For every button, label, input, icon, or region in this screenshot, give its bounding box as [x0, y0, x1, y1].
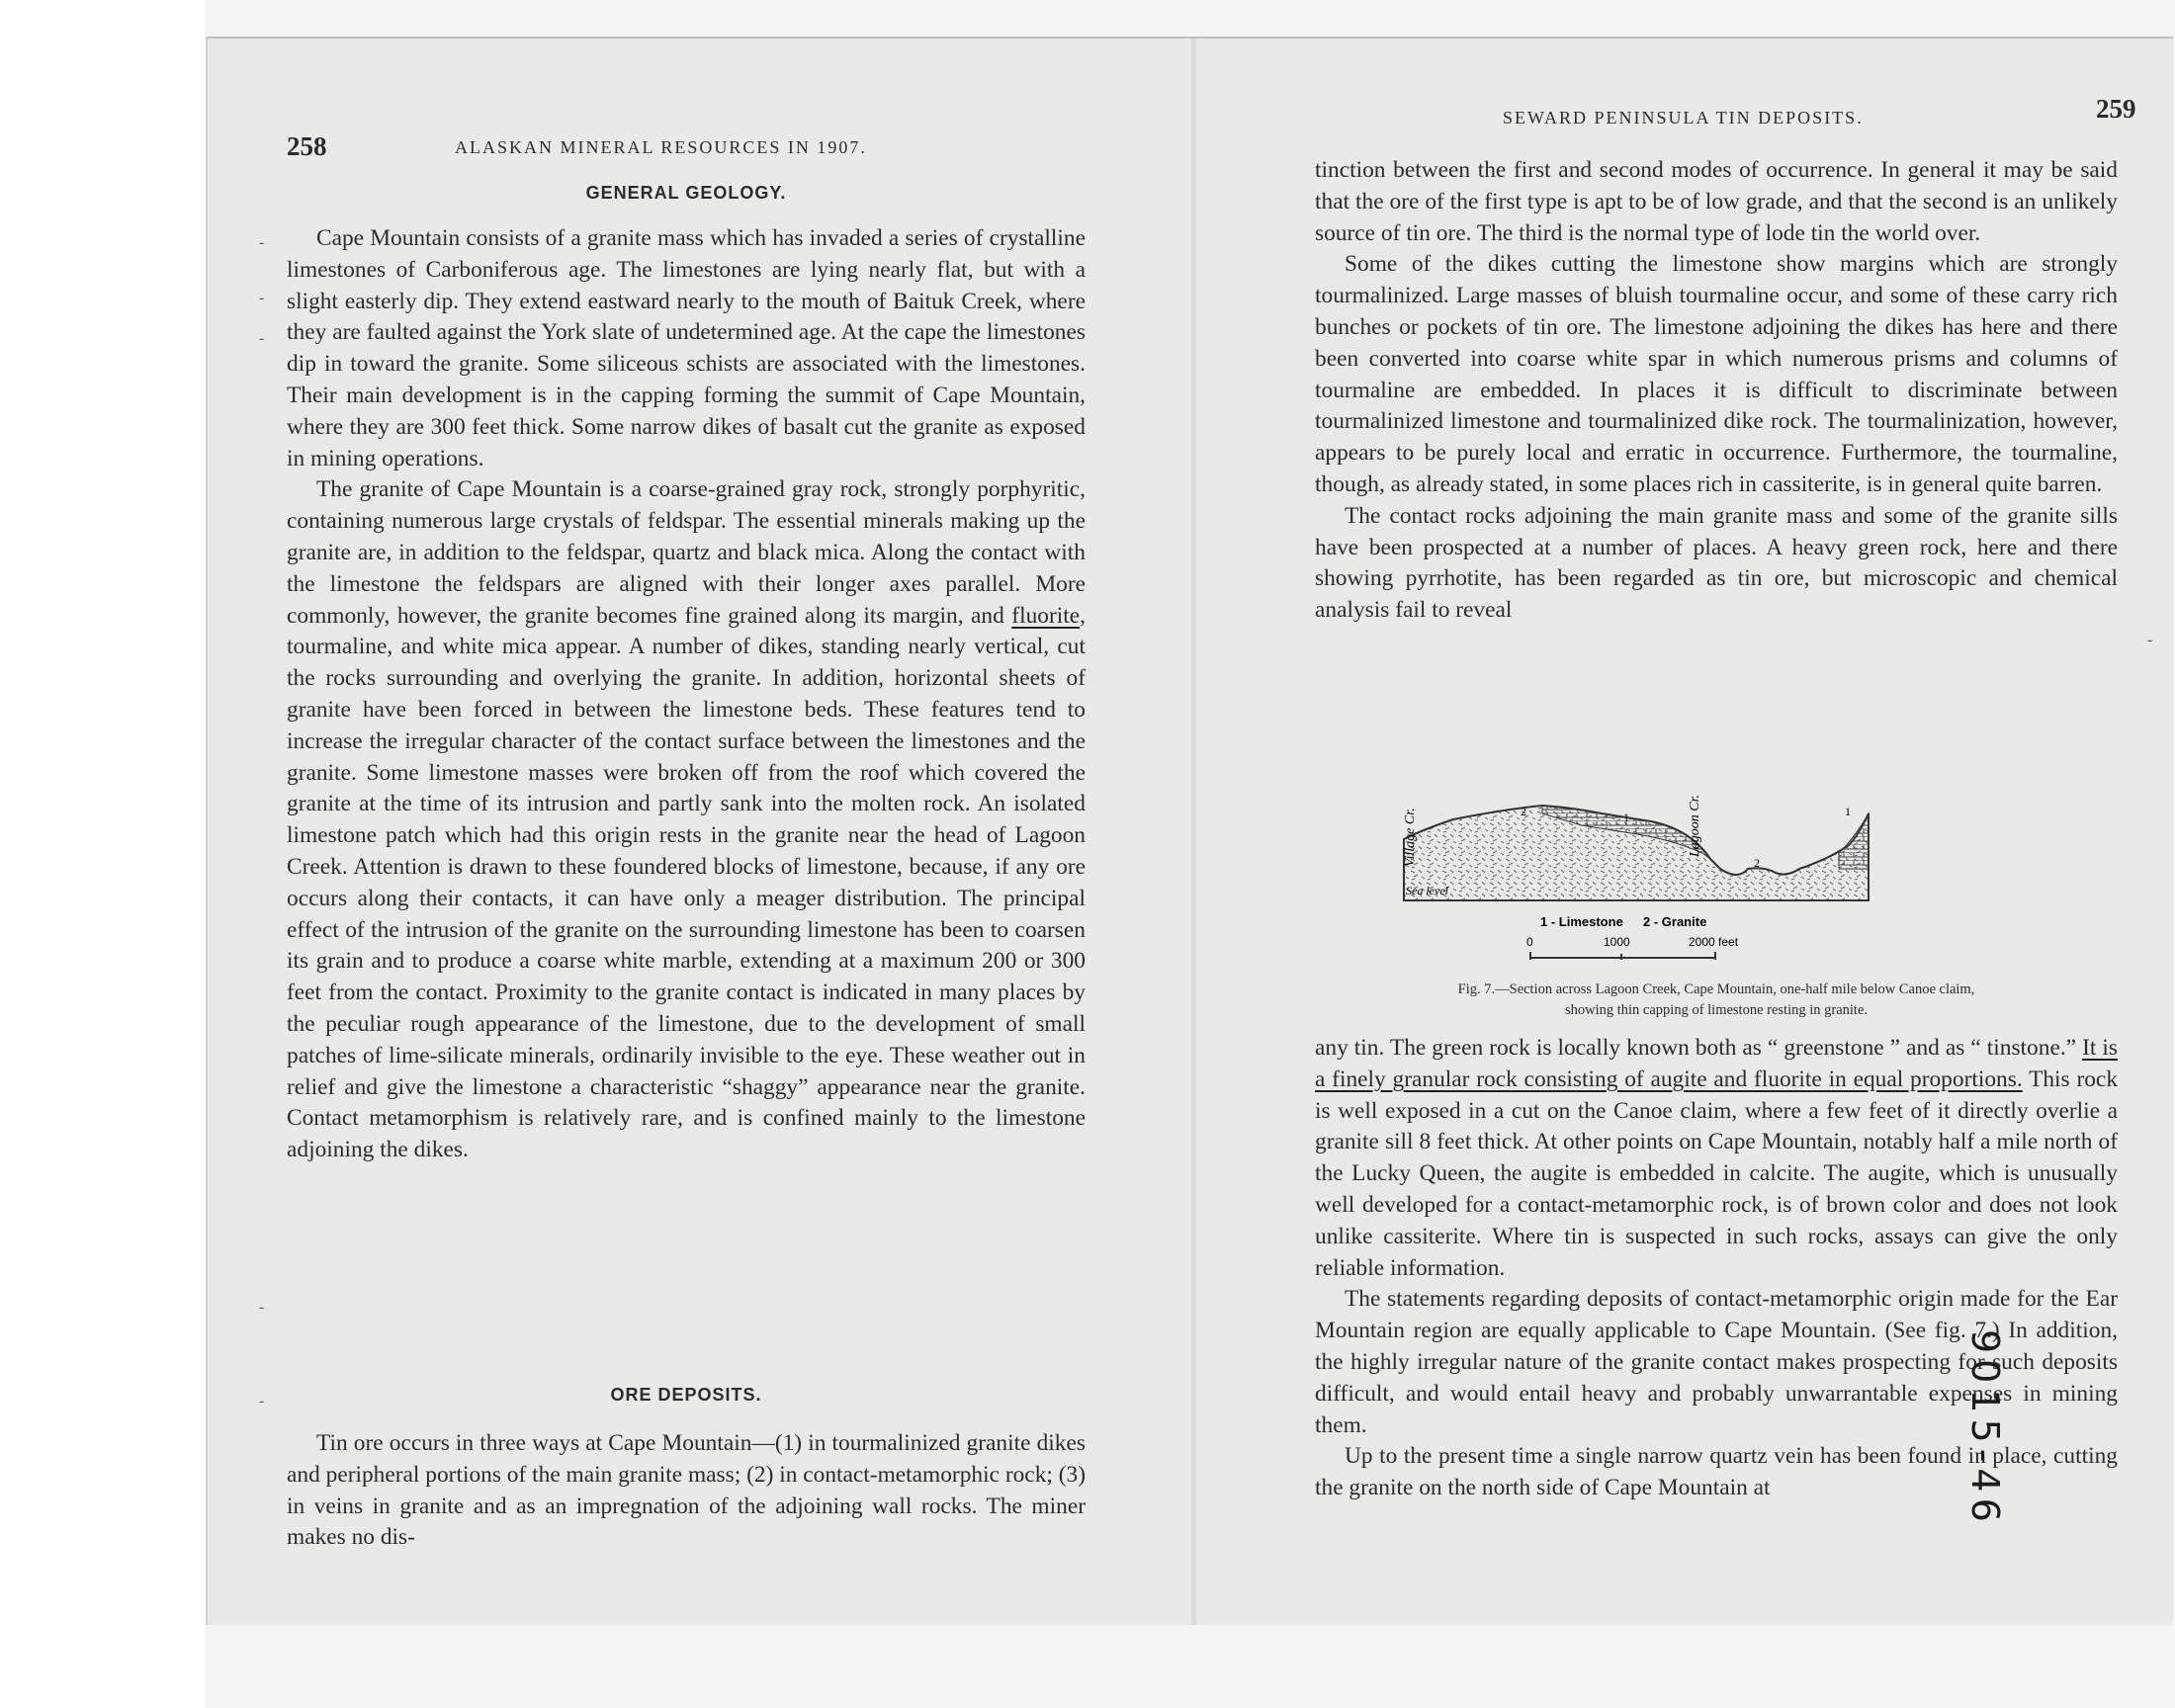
scale-bar: [1530, 952, 1715, 960]
label-sea-level: Sea level: [1406, 884, 1448, 897]
paragraph-any-tin: any tin. The green rock is locally known both as “ greenstone ” and as “ tinstone.” It is a finely granular rock consisting of augite and fluorite in equal proportions. This rock is well exposed in a cut on the Canoe claim, where a few feet of it directly overlie a granite sill 8 feet thick. At other points on Cape Mountain, notably half a mile north of the Lucky Queen, the augite is embedded in calcite. The augite, which is unusually well developed for a contact-metamorphic rock, is of brown color and does not look unlike cassiterite. Where tin is suspected in such rocks, assays can give the only reliable information.: [1315, 1035, 2119, 1281]
running-head-right: SEWARD PENINSULA TIN DEPOSITS.: [1503, 108, 1864, 128]
left-body-bottom: [287, 1428, 1086, 1554]
left-page: [208, 39, 1191, 1625]
section-profile: [1404, 806, 1869, 900]
margin-mark: -: [259, 1393, 265, 1409]
scale-0: 0: [1526, 935, 1533, 949]
caption-line-2: showing thin capping of limestone resting in granite.: [1564, 1002, 1869, 1018]
section-heading-general-geology: GENERAL GEOLOGY.: [585, 183, 787, 203]
section-heading-ore-deposits: ORE DEPOSITS.: [610, 1385, 762, 1405]
margin-mark: -: [259, 234, 265, 251]
scale-2000-feet: 2000 feet: [1689, 935, 1739, 949]
caption-line-1: Fig. 7.—Section across Lagoon Creek, Cape Mountain, one-half mile below Canoe claim,: [1457, 982, 1975, 997]
underlined-augite-fluorite: It is a finely granular rock consisting of augite and fluorite in equal proportions.: [1315, 1035, 2118, 1092]
label-village-creek: Village Cr.: [1403, 808, 1418, 867]
page-number-right: 259: [2096, 94, 2136, 124]
margin-mark: -: [2147, 632, 2153, 648]
book-spread: [206, 37, 2173, 1625]
paragraph-tinction: tinction between the first and second modes of occurrence. In general it may be said that the ore of the first type is apt to be of low grade, and that the second is an unlikely source of tin ore. The third is the normal type of lode tin the world over.: [1315, 157, 2118, 246]
underlined-fluorite: fluorite: [1011, 602, 1081, 629]
label-lagoon-creek: Lagoon Cr.: [1688, 794, 1702, 857]
paragraph-cape-mountain: Cape Mountain consists of a granite mass which has invaded a series of crystalline limestones of Carboniferous age. The limestones are lying nearly flat, but with a slight easterly dip. They extend eastward nearly to the mouth of Baituk Creek, where they are faulted against the York slate of undetermined age. At the cape the limestones dip in toward the granite. Some siliceous schists are associated with the limestones. Their main development is in the capping forming the summit of Cape Mountain, where they are 300 feet thick. Some narrow dikes of basalt cut the granite as exposed in mining operations.: [287, 225, 1086, 471]
margin-mark: -: [259, 290, 265, 306]
page-number-left: 258: [287, 131, 327, 161]
scale-1000: 1000: [1604, 935, 1630, 949]
right-body-top: [1315, 155, 2118, 627]
left-body-top: [287, 223, 1086, 1166]
paragraph-contact-rocks: The contact rocks adjoining the main granite mass and some of the granite sills have been prospected at a number of places. A heavy green rock, here and there showing pyrrhotite, has been regarded as tin ore, but microscopic and chemical analysis fail to reveal: [1315, 502, 2118, 624]
running-head-left: ALASKAN MINERAL RESOURCES IN 1907.: [455, 137, 867, 157]
figure-label-2: 2: [1754, 856, 1760, 870]
paragraph-statements: The statements regarding deposits of contact-metamorphic origin made for the Ear Mountain region are equally applicable to Cape Mountain. (See fig. 7.) In addition, the highly irregular nature of the granite contact makes prospecting for such deposits difficult, and would entail heavy and probably unwarrantable expenses in mining them.: [1315, 1286, 2118, 1438]
limestone-patch: [1839, 813, 1869, 869]
figure-7-cross-section: [1394, 750, 2037, 978]
right-page: [1196, 39, 2173, 1625]
paragraph-quartz-vein: Up to the present time a single narrow quartz vein has been found in place, cutting the granite on the north side of Cape Mountain at: [1315, 1443, 2118, 1501]
paragraph-tin-ore: Tin ore occurs in three ways at Cape Mountain—(1) in tourmalinized granite dikes and peripheral portions of the main granite mass; (2) in contact-metamorphic rock; (3) in veins in granite and as an impregnation of the adjoining wall rocks. The miner makes no dis-: [287, 1430, 1087, 1551]
figure-label-1: 1: [1845, 805, 1851, 818]
paragraph-granite: The granite of Cape Mountain is a coarse-grained gray rock, strongly porphyritic, containing numerous large crystals of feldspar. The essential minerals making up the granite are, in addition to the feldspar, quartz and black mica. Along the contact with the limestone the feldspars are aligned with their longer axes parallel. More commonly, however, the granite becomes fine grained along its margin, and fluorite, tourmaline, and white mica appear. A number of dikes, standing nearly vertical, cut the rocks surrounding and overlying the granite. In addition, horizontal sheets of granite have been forced in between the limestone beds. These features tend to increase the irregular character of the contact surface between the limestones and the granite. Some limestone masses were broken off from the roof which covered the granite at the time of its intrusion and partly sank into the molten rock. An isolated limestone patch which had this origin rests in the granite near the head of Lagoon Creek. Attention is drawn to these foundered blocks of limestone, because, if any ore occurs along their contacts, it can have only a meager distribution. The principal effect of the intrusion of the granite on the surrounding limestone has been to coarsen its grain and to produce a coarse white marble, extending at a maximum 200 or 300 feet from the contact. Proximity to the granite contact is indicated in many places by the peculiar rough appearance of the limestone, due to the development of small patches of lime-silicate minerals, ordinarily invisible to the eye. These weather out in relief and give the limestone a characteristic “shaggy” appearance near the granite. Contact metamorphism is relatively rare, and is confined mainly to the limestone adjoining the dikes.: [287, 476, 1086, 1163]
paragraph-dikes: Some of the dikes cutting the limestone show margins which are strongly tourmalinized. Large masses of bluish tourmaline occur, and some of these carry rich bunches or pockets of tin ore. The limestone adjoining the dikes has here and there been converted into coarse white spar in which numerous prisms and columns of tourmaline are embedded. In places it is difficult to discriminate between tourmalinized limestone and tourmalinized dike rock. The tourmalinization, however, appears to be purely local and erratic in occurrence. Furthermore, the tourmaline, though, as already stated, in some places rich in cassiterite, is in general quite barren.: [1315, 251, 2118, 497]
figure-label-1: 1: [1623, 811, 1629, 824]
figure-label-2: 2: [1521, 805, 1526, 818]
handwritten-catalogue-number: 9015-46: [1963, 1329, 2007, 1528]
margin-mark: -: [259, 1299, 265, 1316]
figure-7-caption: [1315, 980, 2118, 1021]
legend-granite: 2 - Granite: [1643, 914, 1707, 929]
margin-mark: -: [259, 330, 265, 347]
legend-limestone: 1 - Limestone: [1540, 914, 1623, 929]
